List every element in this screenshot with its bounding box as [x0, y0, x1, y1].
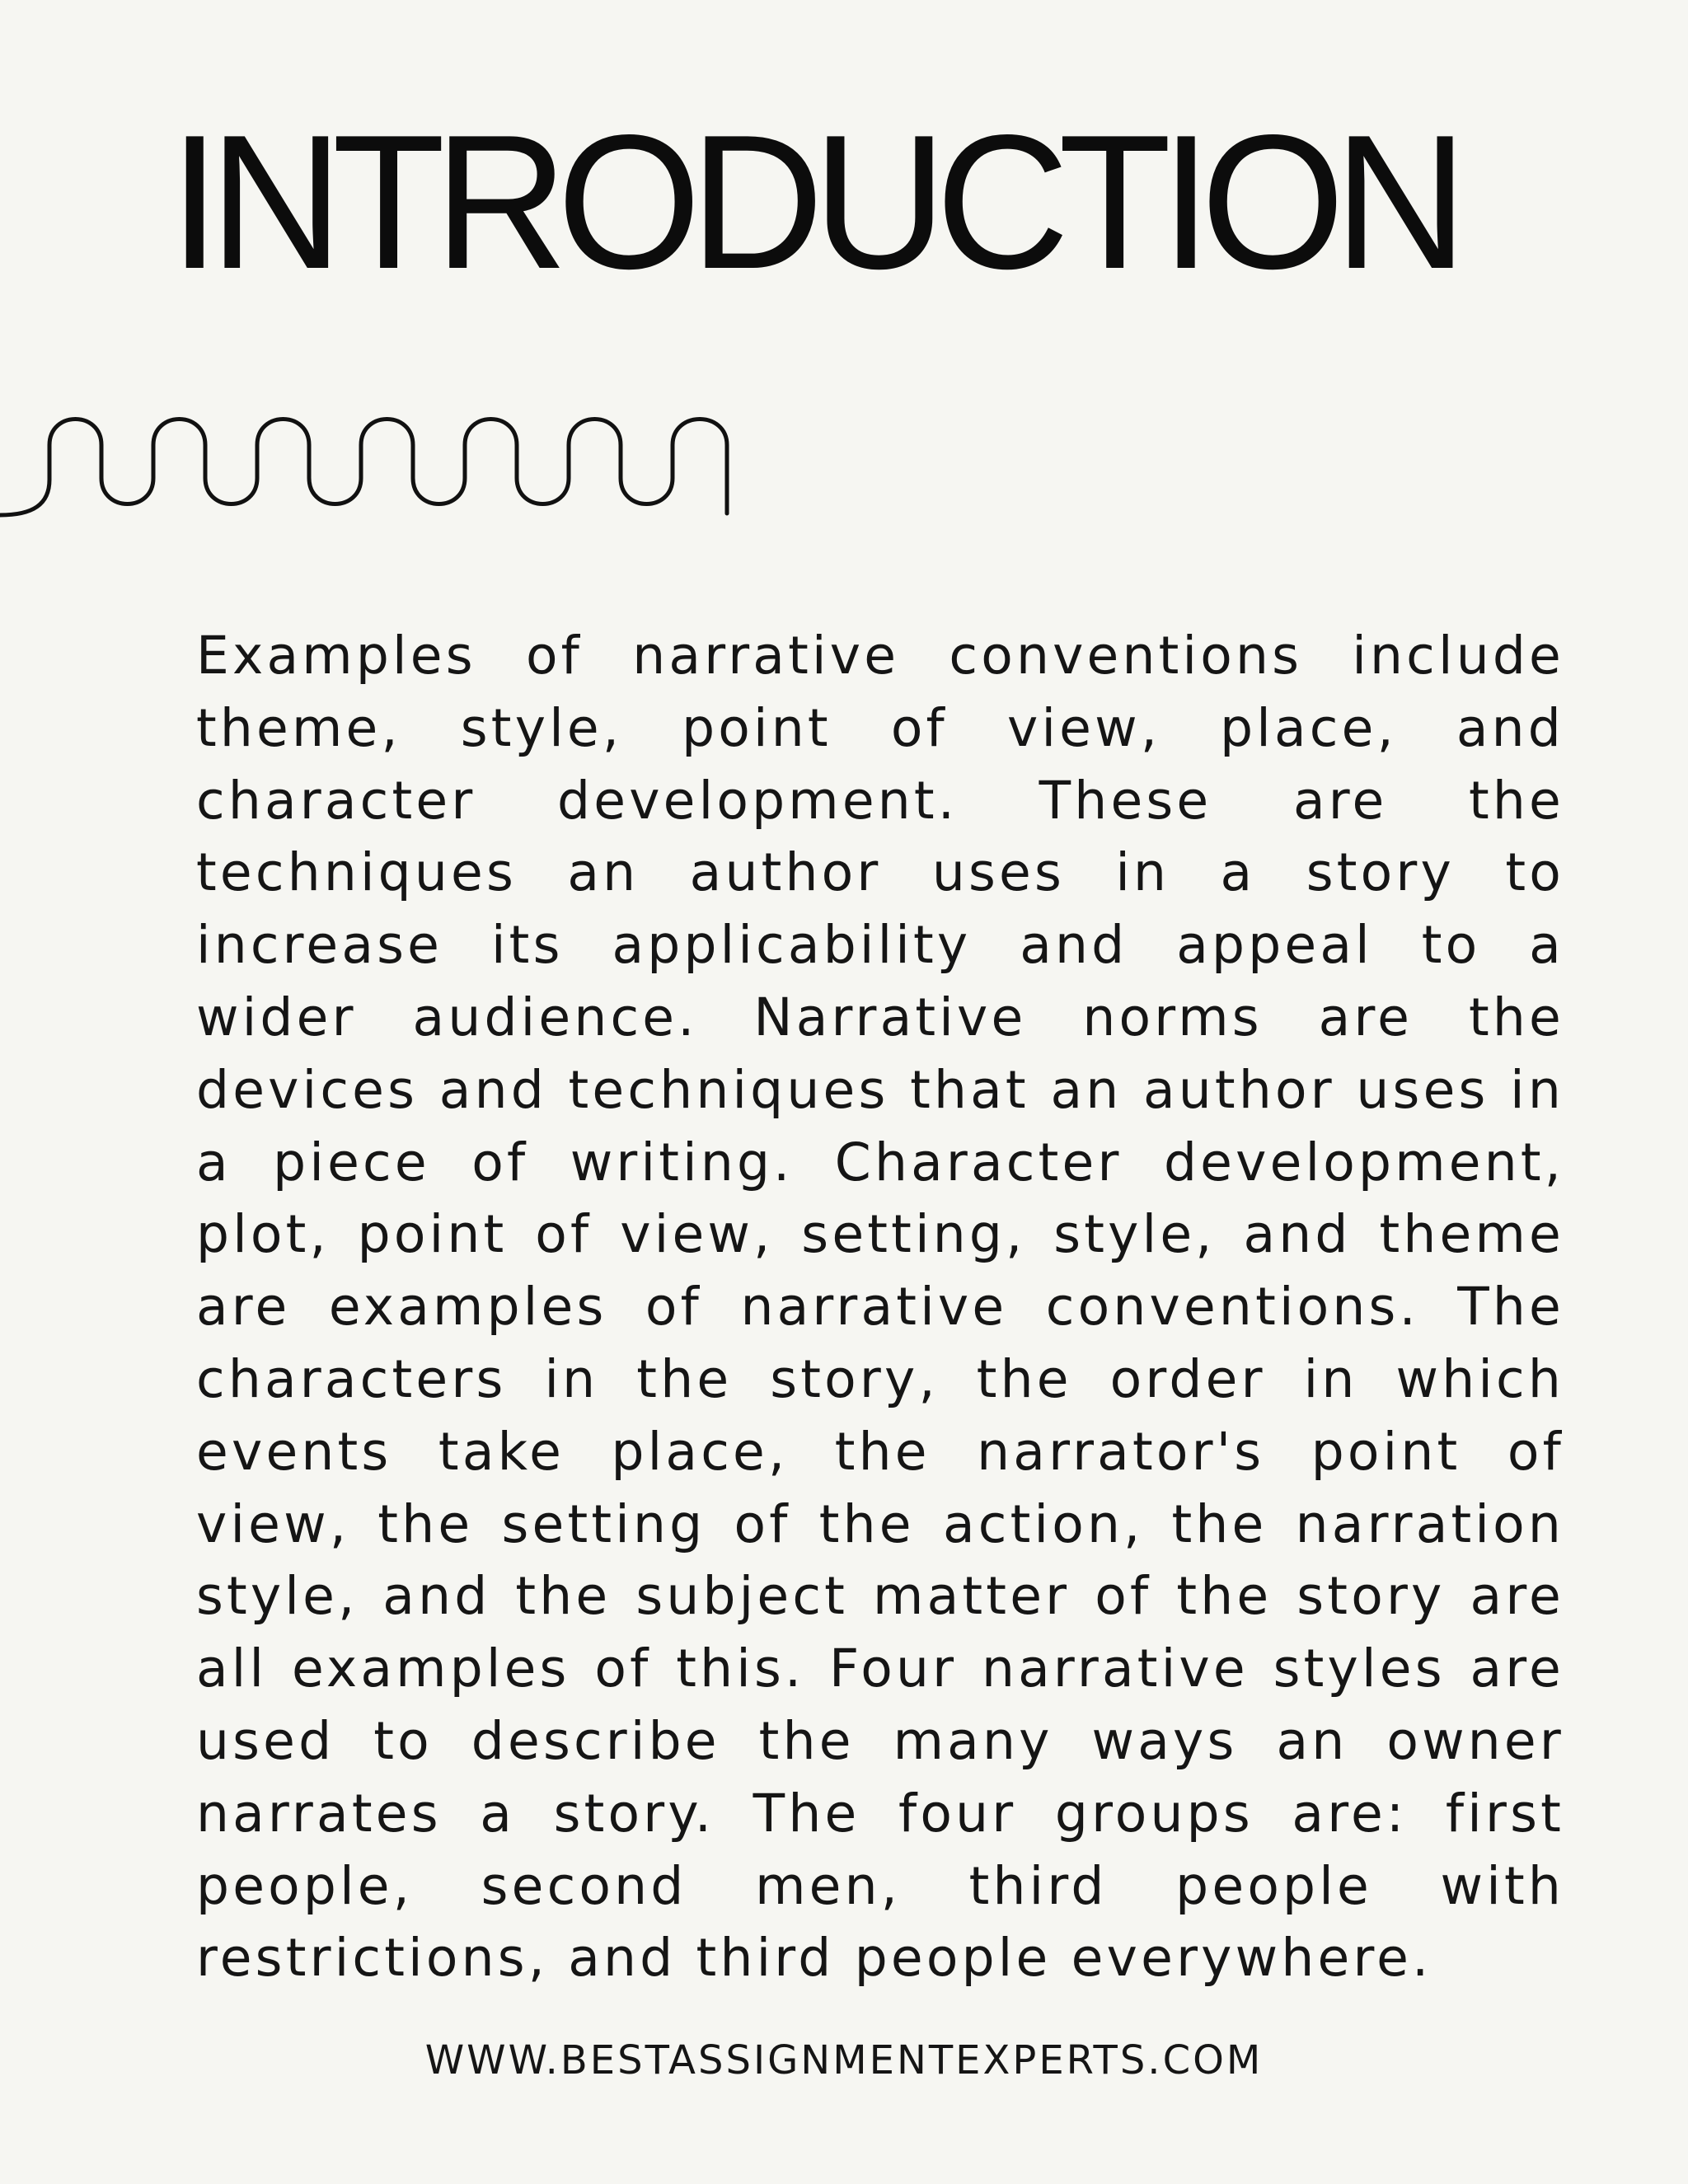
- body-paragraph: Examples of narrative conventions include theme, style, point of view, place, and character development. These are the techniques an author uses in a story to increase its applicability and appeal to a wider audience. Narrative norms are the devices and techniques that an author uses in a piece of writing. Character development, plot, point of view, setting, style, and theme are examples of narrative conventions. The characters in the story, the order in which events take place, the narrator's point of view, the setting of the action, the narration style, and the subject matter of the story are all examples of this. Four narrative styles are used to describe the many ways an owner narrates a story. The four groups are: first people, second men, third people with restrictions, and third people everywhere.: [196, 626, 1564, 1989]
- squiggle-wave-icon: [0, 412, 742, 527]
- page-title: INTRODUCTION: [169, 96, 1457, 309]
- website-footer: WWW.BESTASSIGNMENTEXPERTS.COM: [424, 2037, 1264, 2083]
